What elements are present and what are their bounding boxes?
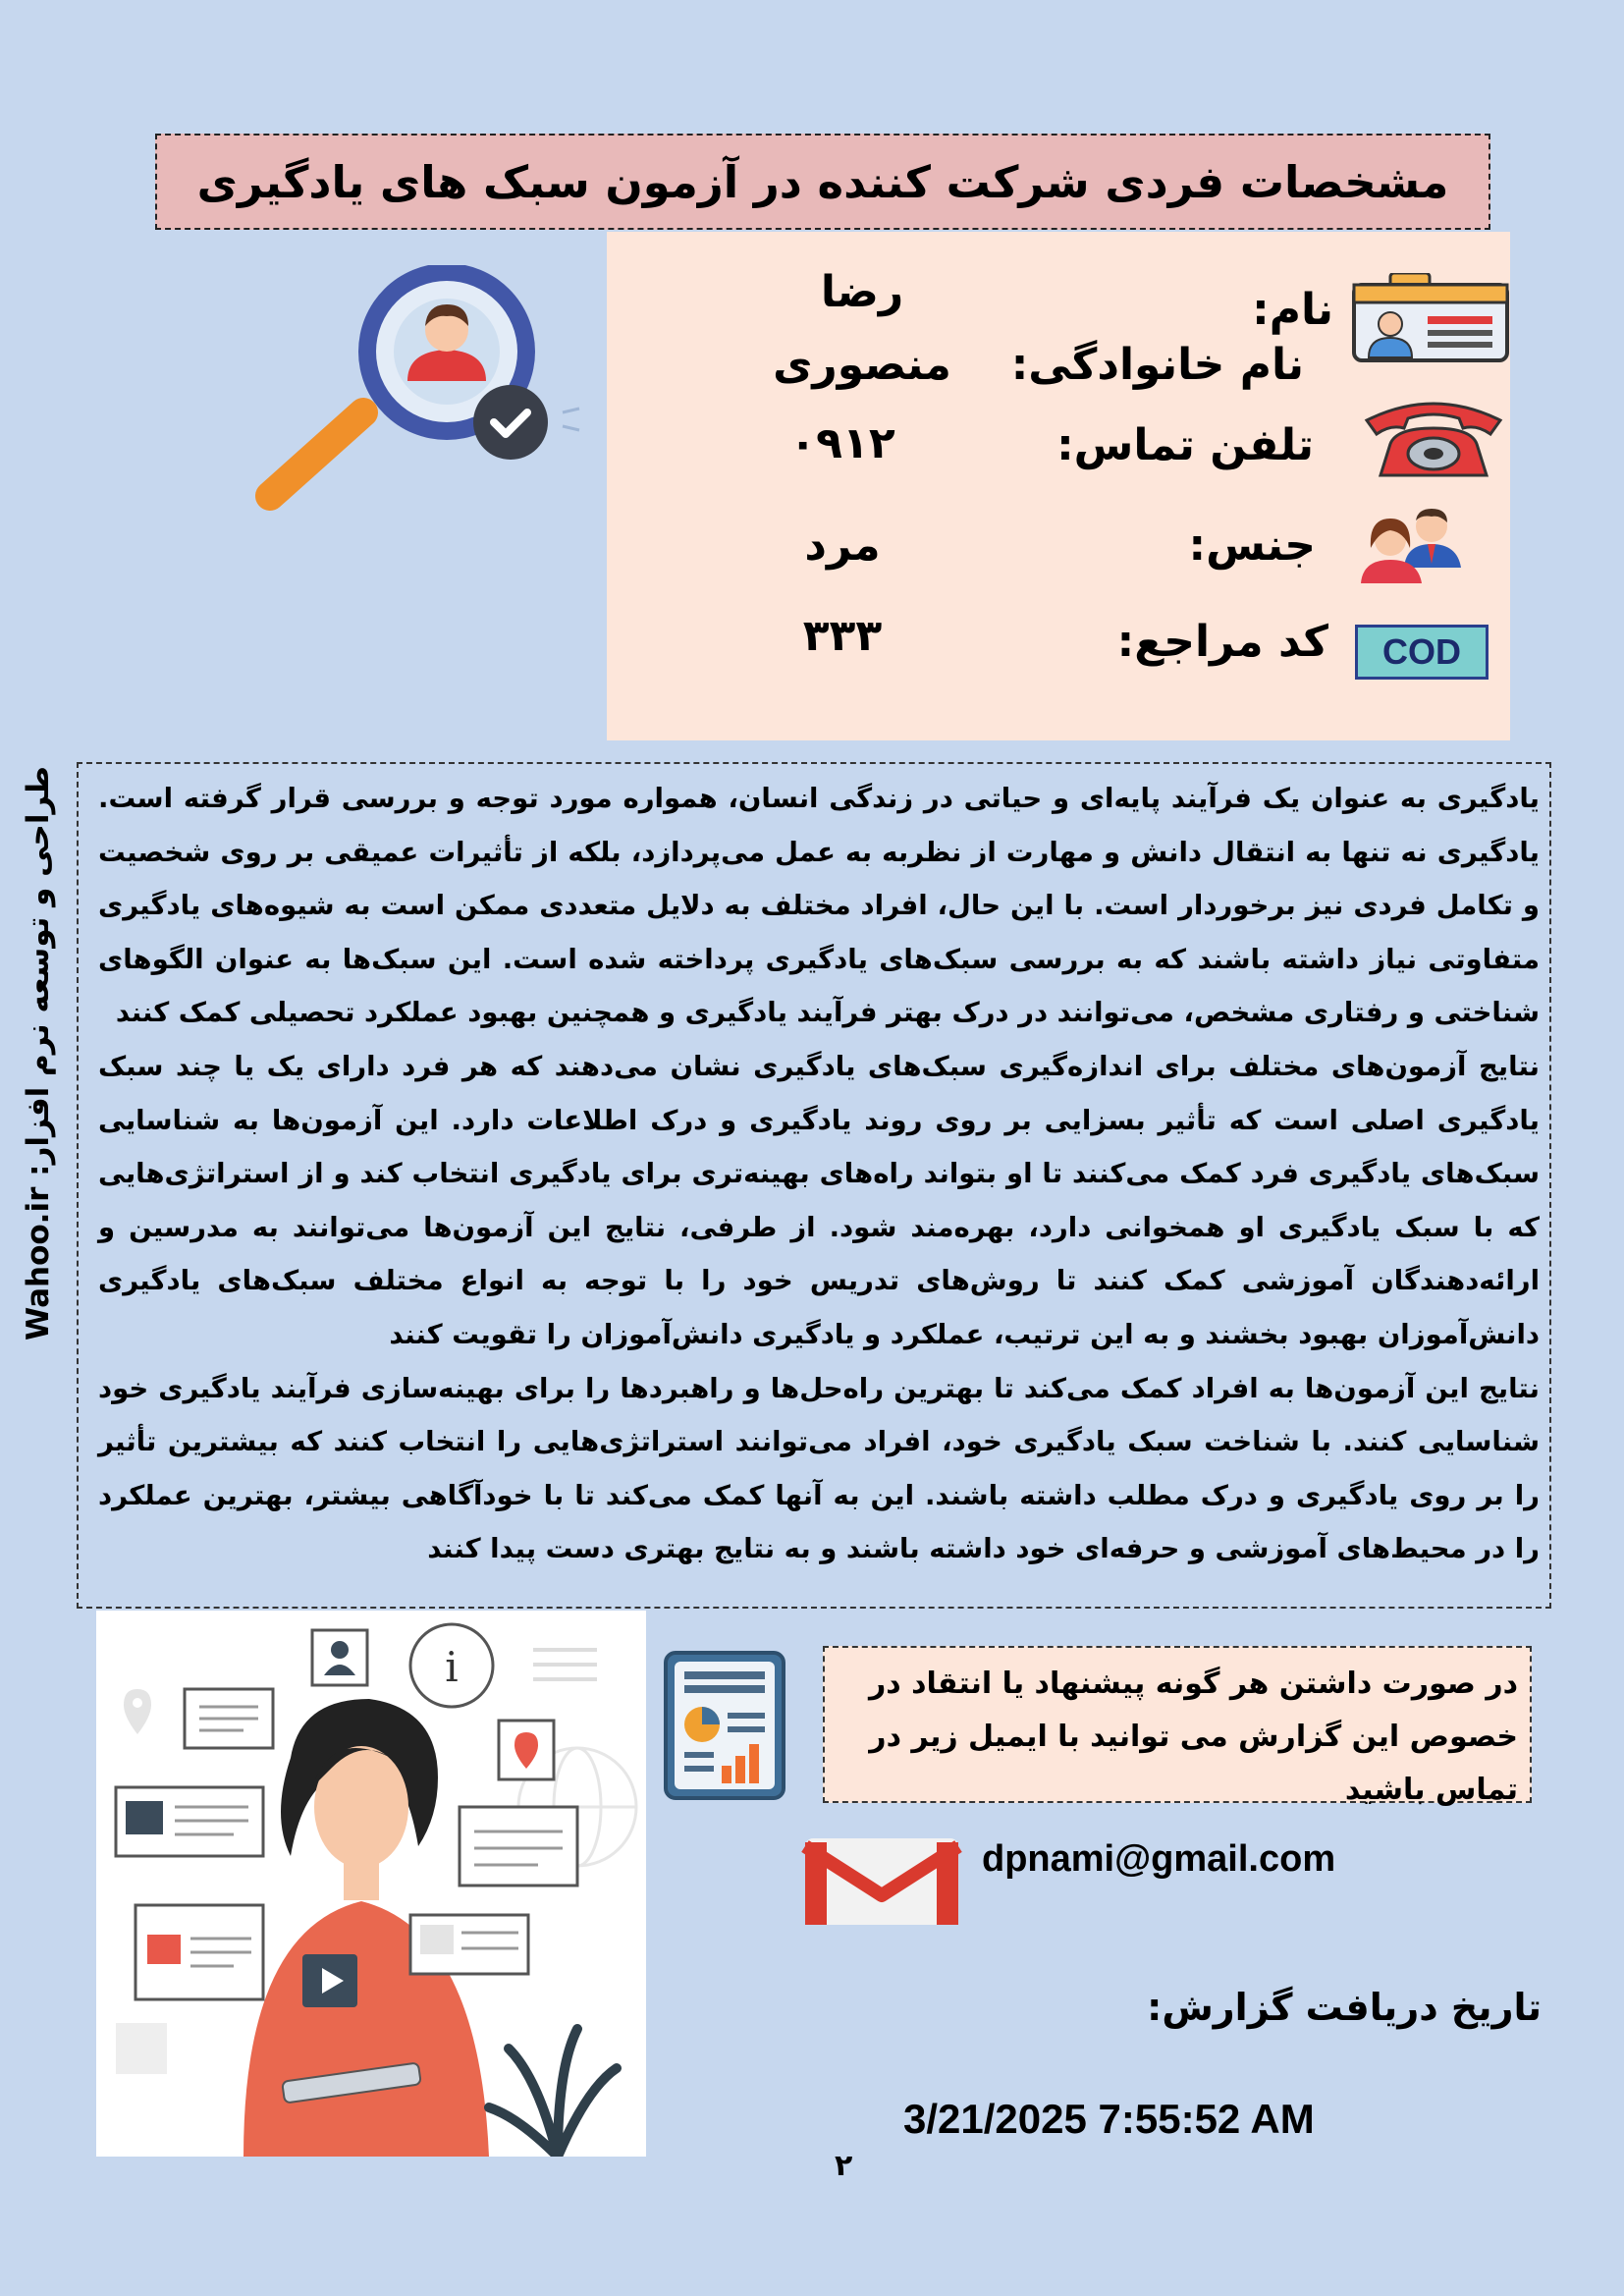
family-label: نام خانوادگی:	[1010, 340, 1304, 390]
page-title	[155, 134, 1490, 230]
side-credit: طراحی و توسعه نرم افزار: Wahoo.ir	[21, 766, 56, 1341]
email-address[interactable]: dpnami@gmail.com	[982, 1838, 1336, 1880]
feedback-text: در صورت داشتن هر گونه پیشنهاد یا انتقاد در خصوص این گزارش می توانید با ایمیل زیر در تماس باشید	[868, 1667, 1518, 1807]
report-date-label: تاریخ دریافت گزارش:	[1147, 1986, 1542, 2029]
description-box	[77, 762, 1551, 1609]
feedback-box	[823, 1646, 1532, 1807]
phone-label: تلفن تماس:	[1056, 420, 1314, 470]
code-badge-text: COD	[1382, 631, 1461, 672]
code-label: کد مراجع:	[1116, 617, 1328, 667]
gender-value: مرد	[804, 520, 881, 571]
phone-value: ۰۹۱۲	[789, 418, 895, 468]
code-badge-icon	[1355, 625, 1489, 680]
paragraph-2: نتایج آزمون‌های مختلف برای اندازه‌گیری سبک‌های یادگیری نشان می‌دهند که هر فرد دارای یک یا چند سبک یادگیری اصلی است که تأثیر بسزایی بر روی روند یادگیری و درک اطلاعات دارد. این آزمون‌ها به شناسایی سبک‌های یادگیری فرد کمک می‌کنند تا او بتواند راه‌های بهینه‌تری برای یادگیری انتخاب کند و از استراتژی‌هایی که با سبک یادگیری او همخوانی دارد، بهره‌مند شود. از طرفی، نتایج این آزمون‌ها می‌توانند به مدرسین و ارائه‌دهندگان آموزشی کمک کنند تا روش‌های تدریس خود را با توجه به انواع مختلف سبک‌های یادگیری دانش‌آموزان بهبود بخشند و به این ترتیب، عملکرد و یادگیری دانش‌آموزان را تقویت کنند	[98, 1050, 1540, 1350]
user-search-icon	[250, 265, 584, 520]
page-number: ۲	[835, 2149, 853, 2183]
svg-text:i: i	[445, 1643, 459, 1691]
name-label: نام:	[1252, 285, 1333, 335]
family-value: منصوری	[773, 340, 951, 390]
gender-label: جنس:	[1188, 520, 1316, 571]
description-text	[98, 772, 1540, 1576]
telephone-icon	[1361, 395, 1506, 481]
paragraph-1: یادگیری به عنوان یک فرآیند پایه‌ای و حیاتی در زندگی انسان، همواره مورد توجه و بررسی قرار گرفته است. یادگیری نه تنها به انتقال دانش و مهارت از نظربه به عمل می‌پردازد، بلکه از تأثیرات عمیقی بر روی شخصیت و تکامل فردی نیز برخوردار است. با این حال، افراد مختلف به دلایل متعددی ممکن است به شیوه‌های یادگیری متفاوتی نیاز داشته باشند که به بررسی سبک‌های یادگیری پرداخته شده است. این سبک‌ها به عنوان الگوهای شناختی و رفتاری مشخص، می‌توانند در درک بهتر فرآیند یادگیری و همچنین بهبود عملکرد تحصیلی کمک کنند	[98, 783, 1540, 1029]
gender-icon	[1353, 505, 1475, 585]
gmail-icon	[801, 1834, 962, 1929]
paragraph-3: نتایج این آزمون‌ها به افراد کمک می‌کند تا بهترین راه‌حل‌ها و راهبردها را برای بهینه‌سازی فرآیند یادگیری خود شناسایی کنند. با شناخت سبک یادگیری خود، افراد می‌توانند استراتژی‌هایی را انتخاب کنند که بیشترین تأثیر را بر روی یادگیری و درک مطلب داشته باشند. این به آنها کمک می‌کند تا با خودآگاهی بیشتر، بهترین عملکرد را در محیط‌های آموزشی و حرفه‌ای خود داشته باشند و به نتایج بهتری دست پیدا کنند	[98, 1372, 1540, 1565]
report-chart-icon	[663, 1650, 786, 1801]
id-card-icon	[1351, 273, 1510, 363]
name-value: رضا	[820, 267, 904, 317]
page-title-text: مشخصات فردی شرکت کننده در آزمون سبک های یادگیری	[196, 155, 1449, 208]
code-value: ۳۳۳	[802, 611, 883, 661]
report-date-value: 3/21/2025 7:55:52 AM	[903, 2096, 1315, 2142]
personal-info-panel	[607, 232, 1510, 740]
person-illustration	[96, 1611, 646, 2157]
